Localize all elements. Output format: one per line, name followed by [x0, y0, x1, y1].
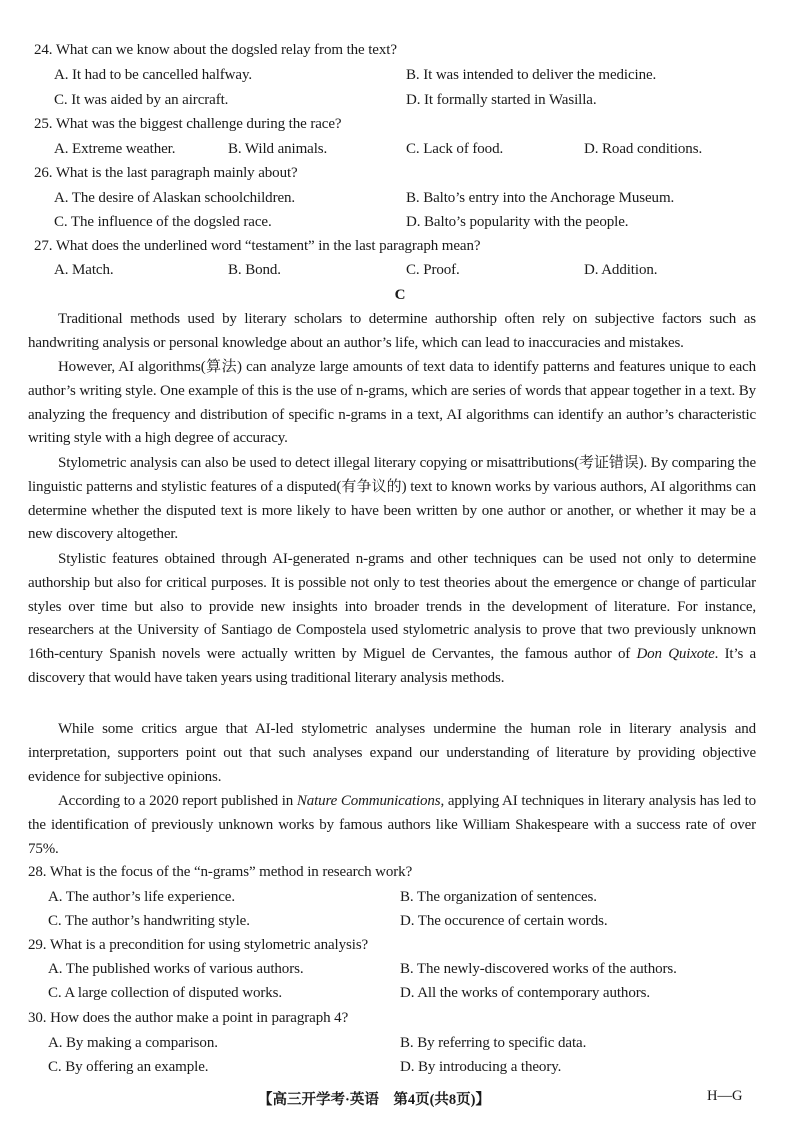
passage-paragraph-1: Traditional methods used by literary scholars to determine authorship often rely on subjective factors such as handwriting analysis or personal knowledge about an author’s life, which can lead to inaccuracies and mistakes. — [28, 311, 756, 351]
question-stem: What is a precondition for using stylometric analysis? — [49, 937, 369, 953]
question-30 — [28, 1010, 348, 1027]
option-26-c: C. The influence of the dogsled race. — [54, 214, 272, 230]
option-24-c: C. It was aided by an aircraft. — [54, 92, 229, 108]
option-24-b: B. It was intended to deliver the medicine. — [406, 67, 657, 83]
question-25 — [34, 116, 341, 133]
question-26 — [34, 165, 298, 182]
passage-paragraph-4: Stylistic features obtained through AI-generated n-grams and other techniques can be used not only to determine authorship but also for critical purposes. It is possible not only to test theories about the emergence or change of particular styles over time but also to provide new insights into broader trends in the development of literature. For instance, researchers at the University of Santiago de Compostela used stylometric analysis to prove that two previously unknown 16th-century Spanish novels were actually written by Miguel de Cervantes, the famous author of Don Quixote. It’s a discovery that would have taken years using traditional literary analysis methods. — [28, 551, 756, 686]
option-30-b: B. By referring to specific data. — [400, 1035, 587, 1051]
question-number: 26. — [34, 165, 53, 181]
question-24 — [34, 42, 397, 59]
question-stem: How does the author make a point in paragraph 4? — [50, 1010, 349, 1026]
question-29 — [28, 937, 368, 954]
question-number: 27. — [34, 238, 53, 254]
option-25-b: B. Wild animals. — [228, 141, 328, 157]
question-stem: What is the focus of the “n-grams” method in research work? — [49, 864, 413, 880]
option-27-c: C. Proof. — [406, 262, 460, 278]
option-27-d: D. Addition. — [584, 262, 658, 278]
option-30-d: D. By introducing a theory. — [400, 1059, 562, 1075]
question-number: 29. — [28, 937, 47, 953]
option-30-a: A. By making a comparison. — [48, 1035, 218, 1051]
book-title-don-quixote: Don Quixote — [636, 646, 715, 663]
option-28-a: A. The author’s life experience. — [48, 889, 236, 905]
question-27 — [34, 238, 480, 255]
question-number: 30. — [28, 1010, 47, 1026]
question-28 — [28, 864, 412, 881]
option-29-b: B. The newly-discovered works of the authors. — [400, 961, 677, 977]
question-stem: What does the underlined word “testament” in the last paragraph mean? — [55, 238, 481, 254]
option-27-b: B. Bond. — [228, 262, 281, 278]
footer-page-info: 【高三开学考·英语 第4页(共8页)】 — [258, 1092, 490, 1108]
option-28-d: D. The occurence of certain words. — [400, 913, 608, 929]
passage-paragraph-5: While some critics argue that AI-led stylometric analyses undermine the human role in literary analysis and interpretation, supporters point out that such analyses expand our understanding of literature by providing objective evidence for subjective opinions. — [28, 721, 756, 785]
option-26-d: D. Balto’s popularity with the people. — [406, 214, 629, 230]
journal-title: Nature Communications — [296, 793, 441, 809]
option-29-a: A. The published works of various authors. — [48, 961, 304, 977]
option-25-c: C. Lack of food. — [406, 141, 504, 157]
passage-paragraph-3: Stylometric analysis can also be used to detect illegal literary copying or misattributions(考证错误). By comparing the linguistic patterns and stylistic features of a disputed(有争议的) text to known works by various authors, AI algorithms can determine whether the disputed text is more likely to have been written by one author or another, or whether it may be a new discovery altogether. — [28, 455, 756, 543]
option-25-d: D. Road conditions. — [584, 141, 703, 157]
option-30-c: C. By offering an example. — [48, 1059, 209, 1075]
question-stem: What can we know about the dogsled relay from the text? — [55, 42, 397, 58]
option-25-a: A. Extreme weather. — [54, 141, 176, 157]
passage-paragraph-6: According to a 2020 report published in Nature Communications, applying AI techniques in literary analysis has led to the identification of previously unknown works by famous authors like William Shakespeare with a success rate of over 75%. — [28, 793, 757, 857]
footer-version-code: H—G — [707, 1088, 743, 1104]
option-28-c: C. The author’s handwriting style. — [48, 913, 250, 929]
option-24-a: A. It had to be cancelled halfway. — [54, 67, 253, 83]
question-stem: What is the last paragraph mainly about? — [55, 165, 298, 181]
option-29-c: C. A large collection of disputed works. — [48, 985, 283, 1001]
section-heading-c: C — [394, 287, 406, 303]
question-number: 25. — [34, 116, 53, 132]
question-stem: What was the biggest challenge during the race? — [55, 116, 342, 132]
option-28-b: B. The organization of sentences. — [400, 889, 597, 905]
question-number: 28. — [28, 864, 47, 880]
option-24-d: D. It formally started in Wasilla. — [406, 92, 597, 108]
option-27-a: A. Match. — [54, 262, 114, 278]
question-number: 24. — [34, 42, 53, 58]
option-26-b: B. Balto’s entry into the Anchorage Museum. — [406, 190, 675, 206]
option-26-a: A. The desire of Alaskan schoolchildren. — [54, 190, 296, 206]
option-29-d: D. All the works of contemporary authors. — [400, 985, 651, 1001]
passage-paragraph-2: However, AI algorithms(算法) can analyze large amounts of text data to identify patterns and features unique to each author’s writing style. One example of this is the use of n-grams, which are series of words that appear together in a text. By analyzing the frequency and distribution of specific n-grams in a text, AI algorithms can identify an author’s characteristic writing style with a high degree of accuracy. — [28, 359, 756, 447]
